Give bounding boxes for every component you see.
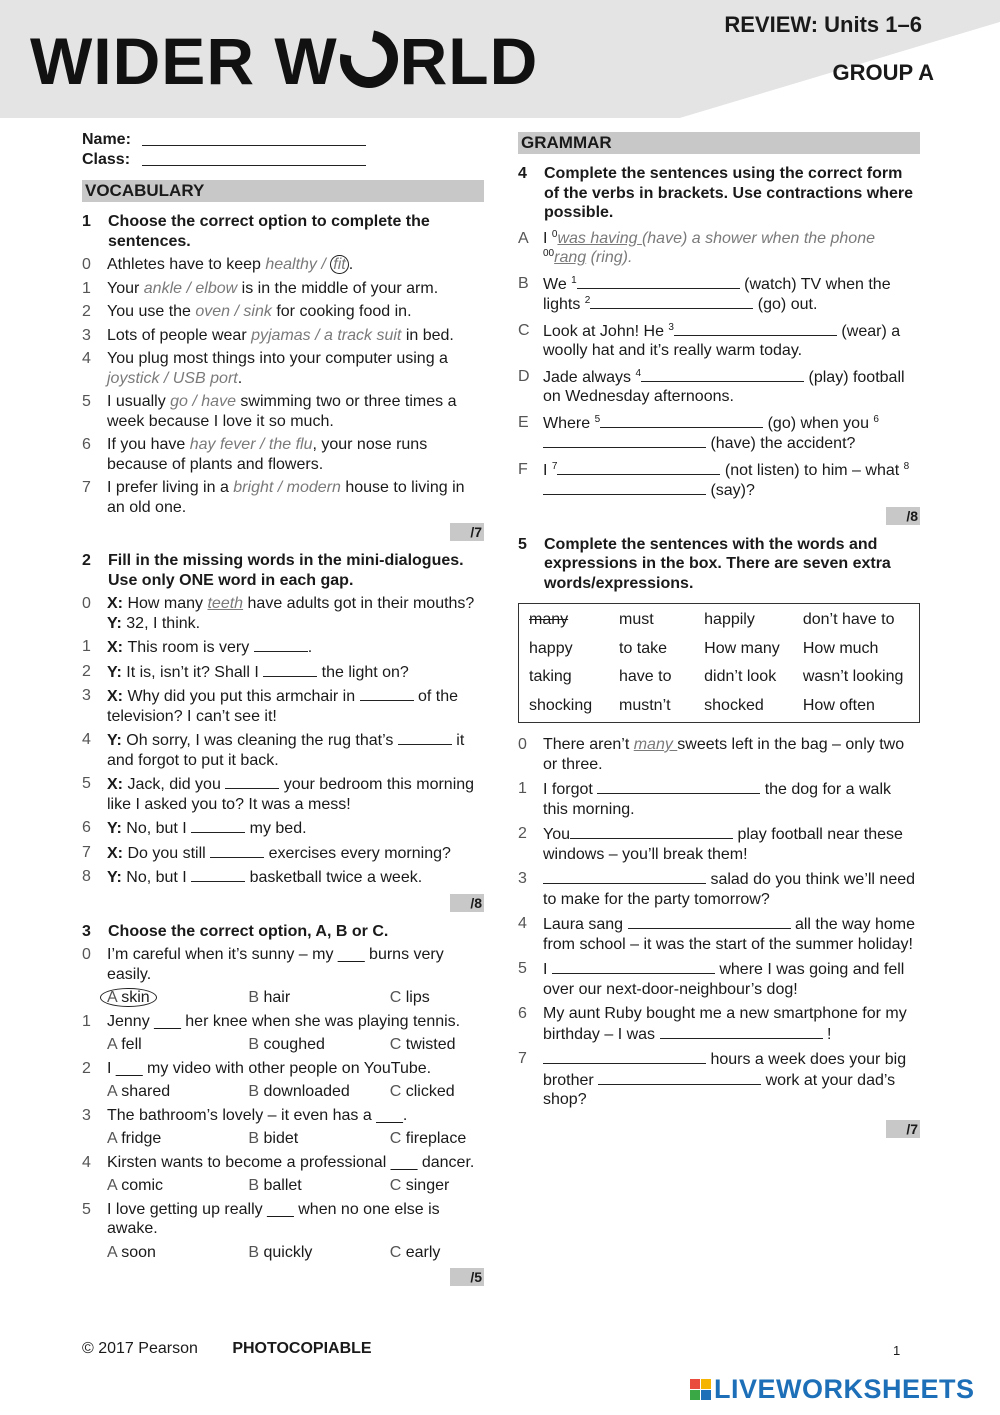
task-3-item bbox=[82, 1106, 484, 1126]
item-number: 6 bbox=[82, 436, 91, 453]
item-number: 8 bbox=[82, 868, 91, 885]
answer-blank[interactable] bbox=[543, 480, 706, 495]
option-b[interactable] bbox=[248, 1176, 389, 1196]
item-letter: E bbox=[518, 413, 529, 431]
task-2-item bbox=[82, 818, 484, 839]
vocabulary-heading: VOCABULARY bbox=[82, 180, 484, 202]
option-c[interactable] bbox=[390, 1035, 484, 1055]
speaker: Y: bbox=[107, 869, 127, 886]
word-box-cell: How many bbox=[704, 639, 780, 657]
item-letter: D bbox=[518, 367, 530, 385]
option-b[interactable]: elbow bbox=[195, 279, 238, 297]
task-3-items bbox=[82, 945, 484, 1262]
word-box-cell: shocking bbox=[529, 696, 593, 714]
answer-blank[interactable] bbox=[660, 1024, 823, 1039]
word-box-cell: to take bbox=[619, 639, 668, 657]
item-number: 4 bbox=[82, 731, 91, 748]
gap-number: 7 bbox=[551, 460, 558, 472]
logo-text-left: WIDER W bbox=[30, 24, 338, 98]
task-3-options bbox=[82, 1035, 484, 1055]
answer-blank[interactable] bbox=[628, 914, 791, 929]
answer-blank[interactable] bbox=[263, 662, 317, 677]
item-letter: C bbox=[518, 321, 530, 339]
example-answer: many bbox=[633, 736, 678, 753]
item-text: Y: No, but I my bed. bbox=[107, 820, 307, 837]
question-text: I love getting up really ___ when no one else is awake. bbox=[107, 1200, 440, 1237]
speaker: X: bbox=[107, 776, 128, 793]
item-text: My aunt Ruby bought me a new smartphone for my birthday – I was ! bbox=[543, 1005, 907, 1043]
class-field[interactable] bbox=[142, 150, 366, 166]
item-number: 1 bbox=[518, 780, 527, 797]
option-letter: C bbox=[389, 1130, 406, 1147]
option-letter: A bbox=[107, 989, 122, 1006]
item-number: 3 bbox=[82, 326, 91, 344]
item-number: 5 bbox=[82, 1200, 91, 1218]
item-number: 3 bbox=[518, 870, 527, 887]
option-c[interactable] bbox=[390, 1129, 484, 1149]
task-5-items bbox=[518, 735, 920, 1110]
logo-text-right: RLD bbox=[399, 24, 539, 98]
task-1-items bbox=[82, 255, 484, 517]
option-a[interactable]: go bbox=[170, 393, 188, 410]
option-word: fell bbox=[121, 1036, 142, 1053]
page-number: 1 bbox=[893, 1343, 901, 1358]
word-box-cell: have to bbox=[619, 668, 672, 685]
task-5-item bbox=[518, 914, 920, 954]
answer-blank[interactable] bbox=[210, 843, 264, 858]
word-box-cell: don’t have to bbox=[802, 611, 895, 628]
item-number: 2 bbox=[82, 303, 91, 320]
answer-blank[interactable] bbox=[543, 433, 706, 448]
item-text: hours a week does your big brother work at your dad’s shop? bbox=[543, 1051, 907, 1108]
task-2-score: /8 bbox=[450, 894, 484, 912]
item-letter: A bbox=[518, 229, 529, 247]
item-number: 5 bbox=[518, 960, 527, 977]
answer-blank[interactable] bbox=[360, 686, 414, 701]
item-number: 3 bbox=[82, 1106, 91, 1124]
question-text: I’m careful when it’s sunny – my ___ burns very easily. bbox=[107, 946, 444, 983]
item-number: 0 bbox=[82, 256, 91, 273]
option-a[interactable] bbox=[107, 1035, 248, 1055]
option-letter: C bbox=[389, 989, 406, 1006]
option-b[interactable]: modern bbox=[286, 479, 341, 496]
item-number: 4 bbox=[82, 350, 91, 367]
task-1-item bbox=[82, 326, 484, 346]
example-answer: teeth bbox=[207, 595, 244, 612]
word-box-cell: How often bbox=[802, 696, 875, 714]
photocopiable-label: PHOTOCOPIABLE bbox=[232, 1340, 372, 1357]
option-letter: B bbox=[248, 1177, 264, 1194]
option-word: skin bbox=[121, 989, 150, 1006]
gap-number: 6 bbox=[873, 413, 879, 425]
option-word: quickly bbox=[263, 1243, 313, 1261]
task-3-score: /5 bbox=[450, 1268, 484, 1286]
task-2-item bbox=[82, 662, 484, 683]
item-text: Y: Oh sorry, I was cleaning the rug that’s it and forgot to put it back. bbox=[107, 732, 465, 769]
answer-blank[interactable] bbox=[598, 1070, 761, 1085]
task-5-item bbox=[518, 869, 920, 909]
left-column bbox=[82, 130, 484, 1286]
option-b[interactable] bbox=[248, 988, 389, 1008]
item-text: We $^1$ (watch) TV when the lights $^2$ (go) out. bbox=[543, 274, 891, 313]
option-a[interactable]: oven bbox=[195, 303, 231, 320]
task-4-item bbox=[518, 413, 920, 454]
item-text: Y: No, but I basketball twice a week. bbox=[107, 869, 423, 886]
item-text: There aren’t many sweets left in the bag – only two or three. bbox=[543, 736, 905, 773]
liveworksheets-brand[interactable] bbox=[690, 1374, 975, 1405]
option-word: twisted bbox=[405, 1036, 456, 1053]
item-text: Your ankle / elbow is in the middle of your arm. bbox=[107, 279, 439, 297]
item-text: Y: It is, isn’t it? Shall I the light on? bbox=[107, 663, 409, 681]
task-3-item bbox=[82, 1059, 484, 1079]
option-word: lips bbox=[405, 989, 430, 1006]
answer-blank[interactable] bbox=[191, 867, 245, 882]
gap-number: 8 bbox=[903, 460, 910, 472]
task-2-items bbox=[82, 637, 484, 888]
option-letter: B bbox=[248, 1130, 264, 1147]
task-5-item bbox=[518, 735, 920, 774]
option-letter: C bbox=[389, 1083, 406, 1100]
option-c[interactable] bbox=[390, 1176, 484, 1196]
word-box-cell: taking bbox=[529, 668, 572, 685]
gap-number: 2 bbox=[584, 295, 591, 306]
task-5-item bbox=[518, 779, 920, 819]
option-b[interactable] bbox=[248, 1129, 389, 1149]
option-word: coughed bbox=[263, 1036, 325, 1053]
task-4-item bbox=[518, 367, 920, 407]
task-3-item bbox=[82, 1012, 484, 1032]
option-a[interactable] bbox=[107, 1243, 248, 1263]
item-text: Jade always $^4$ (play) football on Wednesday afternoons. bbox=[543, 367, 905, 405]
word-box-cell: didn’t look bbox=[704, 668, 777, 685]
task-4-item bbox=[518, 274, 920, 315]
option-a[interactable] bbox=[107, 1082, 248, 1102]
answer-blank[interactable] bbox=[398, 730, 452, 745]
item-text: Athletes have to keep healthy / fit . bbox=[107, 256, 354, 273]
task-1-item bbox=[82, 392, 484, 431]
item-number: 2 bbox=[82, 1059, 91, 1077]
option-word: comic bbox=[121, 1177, 164, 1194]
item-number: 6 bbox=[518, 1005, 527, 1022]
option-letter: C bbox=[389, 1177, 406, 1194]
option-word: fireplace bbox=[405, 1130, 467, 1147]
option-b[interactable]: sink bbox=[243, 303, 272, 320]
task-3-instruction: 3 Choose the correct option, A, B or C. bbox=[82, 922, 389, 940]
answer-blank[interactable] bbox=[590, 294, 753, 309]
option-word: ballet bbox=[263, 1177, 302, 1194]
option-c[interactable] bbox=[390, 988, 484, 1008]
class-row bbox=[82, 150, 484, 170]
item-number: 7 bbox=[518, 1050, 527, 1067]
logo-ring-icon bbox=[328, 19, 409, 100]
option-word: soon bbox=[121, 1243, 156, 1261]
task-5-item bbox=[518, 1004, 920, 1044]
item-number: 0 bbox=[518, 736, 527, 753]
item-number: 1 bbox=[82, 638, 91, 655]
item-text: Laura sang all the way home from school – it was the start of the summer holiday! bbox=[543, 916, 916, 953]
answer-blank[interactable] bbox=[225, 774, 279, 789]
task-1-score: /7 bbox=[450, 523, 484, 541]
item-letter: B bbox=[518, 274, 529, 292]
word-box-cell: shocked bbox=[704, 696, 764, 714]
task-2-item bbox=[82, 637, 484, 658]
item-text: I where I was going and fell over our next-door-neighbour’s dog! bbox=[543, 961, 905, 998]
liveworksheets-text: LIVEWORKSHEETS bbox=[714, 1374, 975, 1404]
group-title: GROUP A bbox=[832, 60, 934, 85]
example-answer: rang bbox=[554, 249, 587, 266]
option-word: clicked bbox=[405, 1083, 455, 1100]
task-3-options bbox=[82, 1129, 484, 1149]
item-text: You play football near these windows – you’ll break them! bbox=[543, 826, 903, 863]
item-letter: F bbox=[518, 460, 528, 478]
option-b[interactable] bbox=[248, 1082, 389, 1102]
option-a[interactable]: joystick bbox=[107, 369, 160, 387]
option-word: shared bbox=[121, 1083, 171, 1100]
option-a[interactable] bbox=[107, 1129, 248, 1149]
gap-number: 00 bbox=[543, 248, 555, 259]
right-column bbox=[518, 130, 920, 1138]
task-3-item bbox=[82, 1153, 484, 1173]
option-letter: B bbox=[248, 1243, 264, 1261]
task-5-item bbox=[518, 824, 920, 864]
word-box-cell: must bbox=[619, 611, 654, 628]
item-number: 7 bbox=[82, 843, 91, 861]
item-text: Look at John! He $^3$ (wear) a woolly hat and it’s really warm today. bbox=[543, 321, 901, 359]
item-number: 2 bbox=[82, 662, 91, 680]
word-box-cell: How much bbox=[802, 639, 879, 657]
speaker: Y: bbox=[107, 663, 127, 681]
gap-number: 4 bbox=[635, 367, 642, 379]
task-2-item bbox=[82, 730, 484, 770]
task-2-instruction: 2 Fill in the missing words in the mini-dialogues. Use only ONE word in each gap. bbox=[82, 552, 464, 589]
review-title: REVIEW: Units 1–6 bbox=[724, 12, 922, 37]
answer-blank[interactable] bbox=[577, 274, 740, 289]
word-box-row bbox=[529, 692, 919, 721]
option-word: early bbox=[405, 1243, 441, 1261]
task-4-item bbox=[518, 460, 920, 501]
task-4-items bbox=[518, 229, 920, 501]
task-3-item bbox=[82, 945, 484, 984]
task-4-score: /8 bbox=[886, 507, 920, 525]
task-2-example: 0 X: How many teeth have adults got in their mouths? Y: 32, I think. bbox=[82, 595, 475, 632]
item-number: 2 bbox=[518, 825, 527, 842]
name-row bbox=[82, 130, 484, 150]
answer-blank[interactable] bbox=[543, 1049, 706, 1064]
option-a[interactable]: ankle bbox=[143, 279, 183, 297]
answer-blank[interactable] bbox=[543, 869, 706, 884]
task-1-item bbox=[82, 478, 484, 517]
answer-blank[interactable] bbox=[641, 367, 804, 382]
option-b[interactable]: fit bbox=[330, 255, 348, 274]
task-1-item bbox=[82, 349, 484, 388]
task-5-instruction: 5 Complete the sentences with the words and expressions in the box. There are seven extra words/expressions. bbox=[518, 535, 891, 592]
item-number: 1 bbox=[82, 1012, 91, 1030]
item-text: I usually go / have swimming two or three times a week because I love it so much. bbox=[107, 393, 457, 430]
option-letter: A bbox=[107, 1177, 122, 1194]
option-letter: A bbox=[107, 1130, 122, 1147]
item-text: I forgot the dog for a walk this morning. bbox=[543, 781, 891, 818]
option-b[interactable]: a track suit bbox=[324, 326, 402, 344]
word-box-cell: many bbox=[529, 611, 569, 628]
task-1-item bbox=[82, 435, 484, 474]
item-number: 5 bbox=[82, 393, 91, 410]
name-field[interactable] bbox=[142, 130, 366, 146]
copyright: © 2017 Pearson bbox=[82, 1340, 198, 1357]
task-3-options bbox=[82, 1176, 484, 1196]
word-box-cell: happily bbox=[704, 611, 755, 628]
item-text: X: Jack, did you your bedroom this morning like I asked you to? It was a mess! bbox=[107, 776, 475, 813]
task-1-instruction: 1 Choose the correct option to complete the sentences. bbox=[82, 213, 430, 250]
item-text: I $^0$was having (have) a shower when the phone $^{00}$rang (ring). bbox=[543, 228, 875, 266]
item-number: 7 bbox=[82, 479, 91, 496]
item-text: salad do you think we’ll need to make for the party tomorrow? bbox=[543, 871, 916, 908]
option-letter: A bbox=[107, 1243, 122, 1261]
word-box-cell: happy bbox=[529, 639, 573, 657]
gap-number: 1 bbox=[571, 274, 577, 286]
question-text: Jenny ___ her knee when she was playing tennis. bbox=[107, 1012, 461, 1030]
question-text: Kirsten wants to become a professional ___ dancer. bbox=[107, 1153, 475, 1171]
option-a[interactable] bbox=[107, 988, 248, 1008]
option-letter: B bbox=[248, 1083, 264, 1100]
option-b[interactable]: have bbox=[201, 393, 236, 410]
item-number: 0 bbox=[82, 946, 91, 963]
item-number: 4 bbox=[518, 915, 527, 932]
answer-blank[interactable] bbox=[597, 779, 760, 794]
option-a[interactable]: bright bbox=[233, 479, 274, 496]
answer-blank[interactable] bbox=[552, 959, 715, 974]
option-word: bidet bbox=[263, 1130, 299, 1147]
task-5-item bbox=[518, 1049, 920, 1110]
grammar-heading: GRAMMAR bbox=[518, 132, 920, 154]
speaker: X: bbox=[107, 639, 128, 656]
header-band bbox=[0, 0, 1000, 120]
option-letter: B bbox=[248, 1036, 264, 1053]
word-box-row bbox=[529, 663, 919, 692]
item-number: 5 bbox=[82, 775, 91, 792]
word-box-cell: wasn’t looking bbox=[802, 668, 904, 685]
item-text: X: Do you still exercises every morning? bbox=[107, 844, 451, 862]
task-2-item bbox=[82, 867, 484, 888]
answer-blank[interactable] bbox=[557, 460, 720, 475]
item-text: X: This room is very . bbox=[107, 639, 313, 656]
task-2-item bbox=[82, 843, 484, 864]
option-a[interactable]: healthy bbox=[265, 256, 317, 273]
task-1-item bbox=[82, 302, 484, 322]
footer bbox=[82, 1340, 372, 1358]
item-number: 3 bbox=[82, 687, 91, 704]
speaker: Y: bbox=[107, 820, 127, 837]
task-3-options bbox=[82, 1082, 484, 1102]
question-text: The bathroom’s lovely – it even has a ___. bbox=[107, 1106, 408, 1124]
task-3-options bbox=[82, 1243, 484, 1263]
item-text: You use the oven / sink for cooking food in. bbox=[107, 303, 412, 320]
option-b[interactable]: the flu bbox=[268, 436, 313, 453]
speaker: X: bbox=[107, 688, 128, 705]
answer-blank[interactable] bbox=[600, 413, 763, 428]
answer-blank[interactable] bbox=[674, 321, 837, 336]
class-label: Class: bbox=[82, 151, 131, 168]
item-number: 1 bbox=[82, 279, 91, 297]
answer-blank[interactable] bbox=[570, 824, 733, 839]
item-text: You plug most things into your computer using a joystick / USB port. bbox=[107, 350, 448, 387]
gap-number: 5 bbox=[594, 413, 601, 425]
option-word: hair bbox=[263, 989, 291, 1006]
option-b[interactable]: USB port bbox=[172, 369, 238, 387]
word-box-cell: mustn’t bbox=[619, 696, 671, 714]
gap-number: 3 bbox=[668, 321, 674, 333]
option-letter: B bbox=[248, 989, 264, 1006]
answer-blank[interactable] bbox=[254, 637, 308, 652]
option-letter: A bbox=[107, 1036, 122, 1053]
task-4-item bbox=[518, 321, 920, 361]
word-box-row bbox=[529, 635, 919, 664]
option-word: fridge bbox=[121, 1130, 162, 1147]
item-number: 4 bbox=[82, 1153, 91, 1171]
item-text: Where $^5$ (go) when you $^6$ (have) the accident? bbox=[543, 413, 879, 452]
item-text: If you have hay fever / the flu, your nose runs because of plants and flowers. bbox=[107, 436, 428, 473]
option-c[interactable] bbox=[390, 1243, 484, 1263]
task-3-item bbox=[82, 1200, 484, 1239]
task-2-item bbox=[82, 774, 484, 814]
option-word: singer bbox=[405, 1177, 450, 1194]
question-text: I ___ my video with other people on YouTube. bbox=[107, 1059, 432, 1077]
example-answer: was having bbox=[557, 229, 642, 247]
option-a[interactable]: pyjamas bbox=[251, 326, 311, 344]
item-text: X: Why did you put this armchair in of the television? I can’t see it! bbox=[107, 688, 459, 725]
word-box bbox=[518, 603, 920, 723]
option-a[interactable] bbox=[107, 1176, 248, 1196]
task-1-item bbox=[82, 255, 484, 275]
name-label: Name: bbox=[82, 131, 131, 148]
item-number: 6 bbox=[82, 819, 91, 836]
task-3-options bbox=[82, 988, 484, 1008]
option-word: downloaded bbox=[263, 1083, 350, 1100]
option-b[interactable] bbox=[248, 1035, 389, 1055]
item-text: I prefer living in a bright / modern house to living in an old one. bbox=[107, 479, 465, 516]
option-letter: A bbox=[107, 1083, 122, 1100]
option-letter: C bbox=[389, 1243, 406, 1261]
item-text: Lots of people wear pyjamas / a track suit in bed. bbox=[107, 326, 454, 344]
speaker: X: bbox=[107, 844, 128, 862]
task-5-item bbox=[518, 959, 920, 999]
option-a[interactable]: hay fever bbox=[189, 436, 256, 453]
task-4-instruction: 4 Complete the sentences using the correct form of the verbs in brackets. Use contractions where possible. bbox=[518, 165, 914, 221]
gap-number: 0 bbox=[551, 228, 558, 240]
task-2-item bbox=[82, 686, 484, 726]
option-c[interactable] bbox=[390, 1082, 484, 1102]
option-b[interactable] bbox=[248, 1243, 389, 1263]
task-5-score: /7 bbox=[886, 1120, 920, 1138]
wider-world-logo bbox=[30, 22, 538, 100]
liveworksheets-logo-icon bbox=[690, 1379, 711, 1400]
task-4-item bbox=[518, 229, 920, 268]
task-1-item bbox=[82, 279, 484, 299]
speaker: Y: bbox=[107, 732, 127, 749]
answer-blank[interactable] bbox=[191, 818, 245, 833]
option-letter: C bbox=[389, 1036, 406, 1053]
item-text: I $^7$ (not listen) to him – what $^8$ (say)? bbox=[543, 460, 910, 499]
word-box-row bbox=[529, 606, 919, 635]
